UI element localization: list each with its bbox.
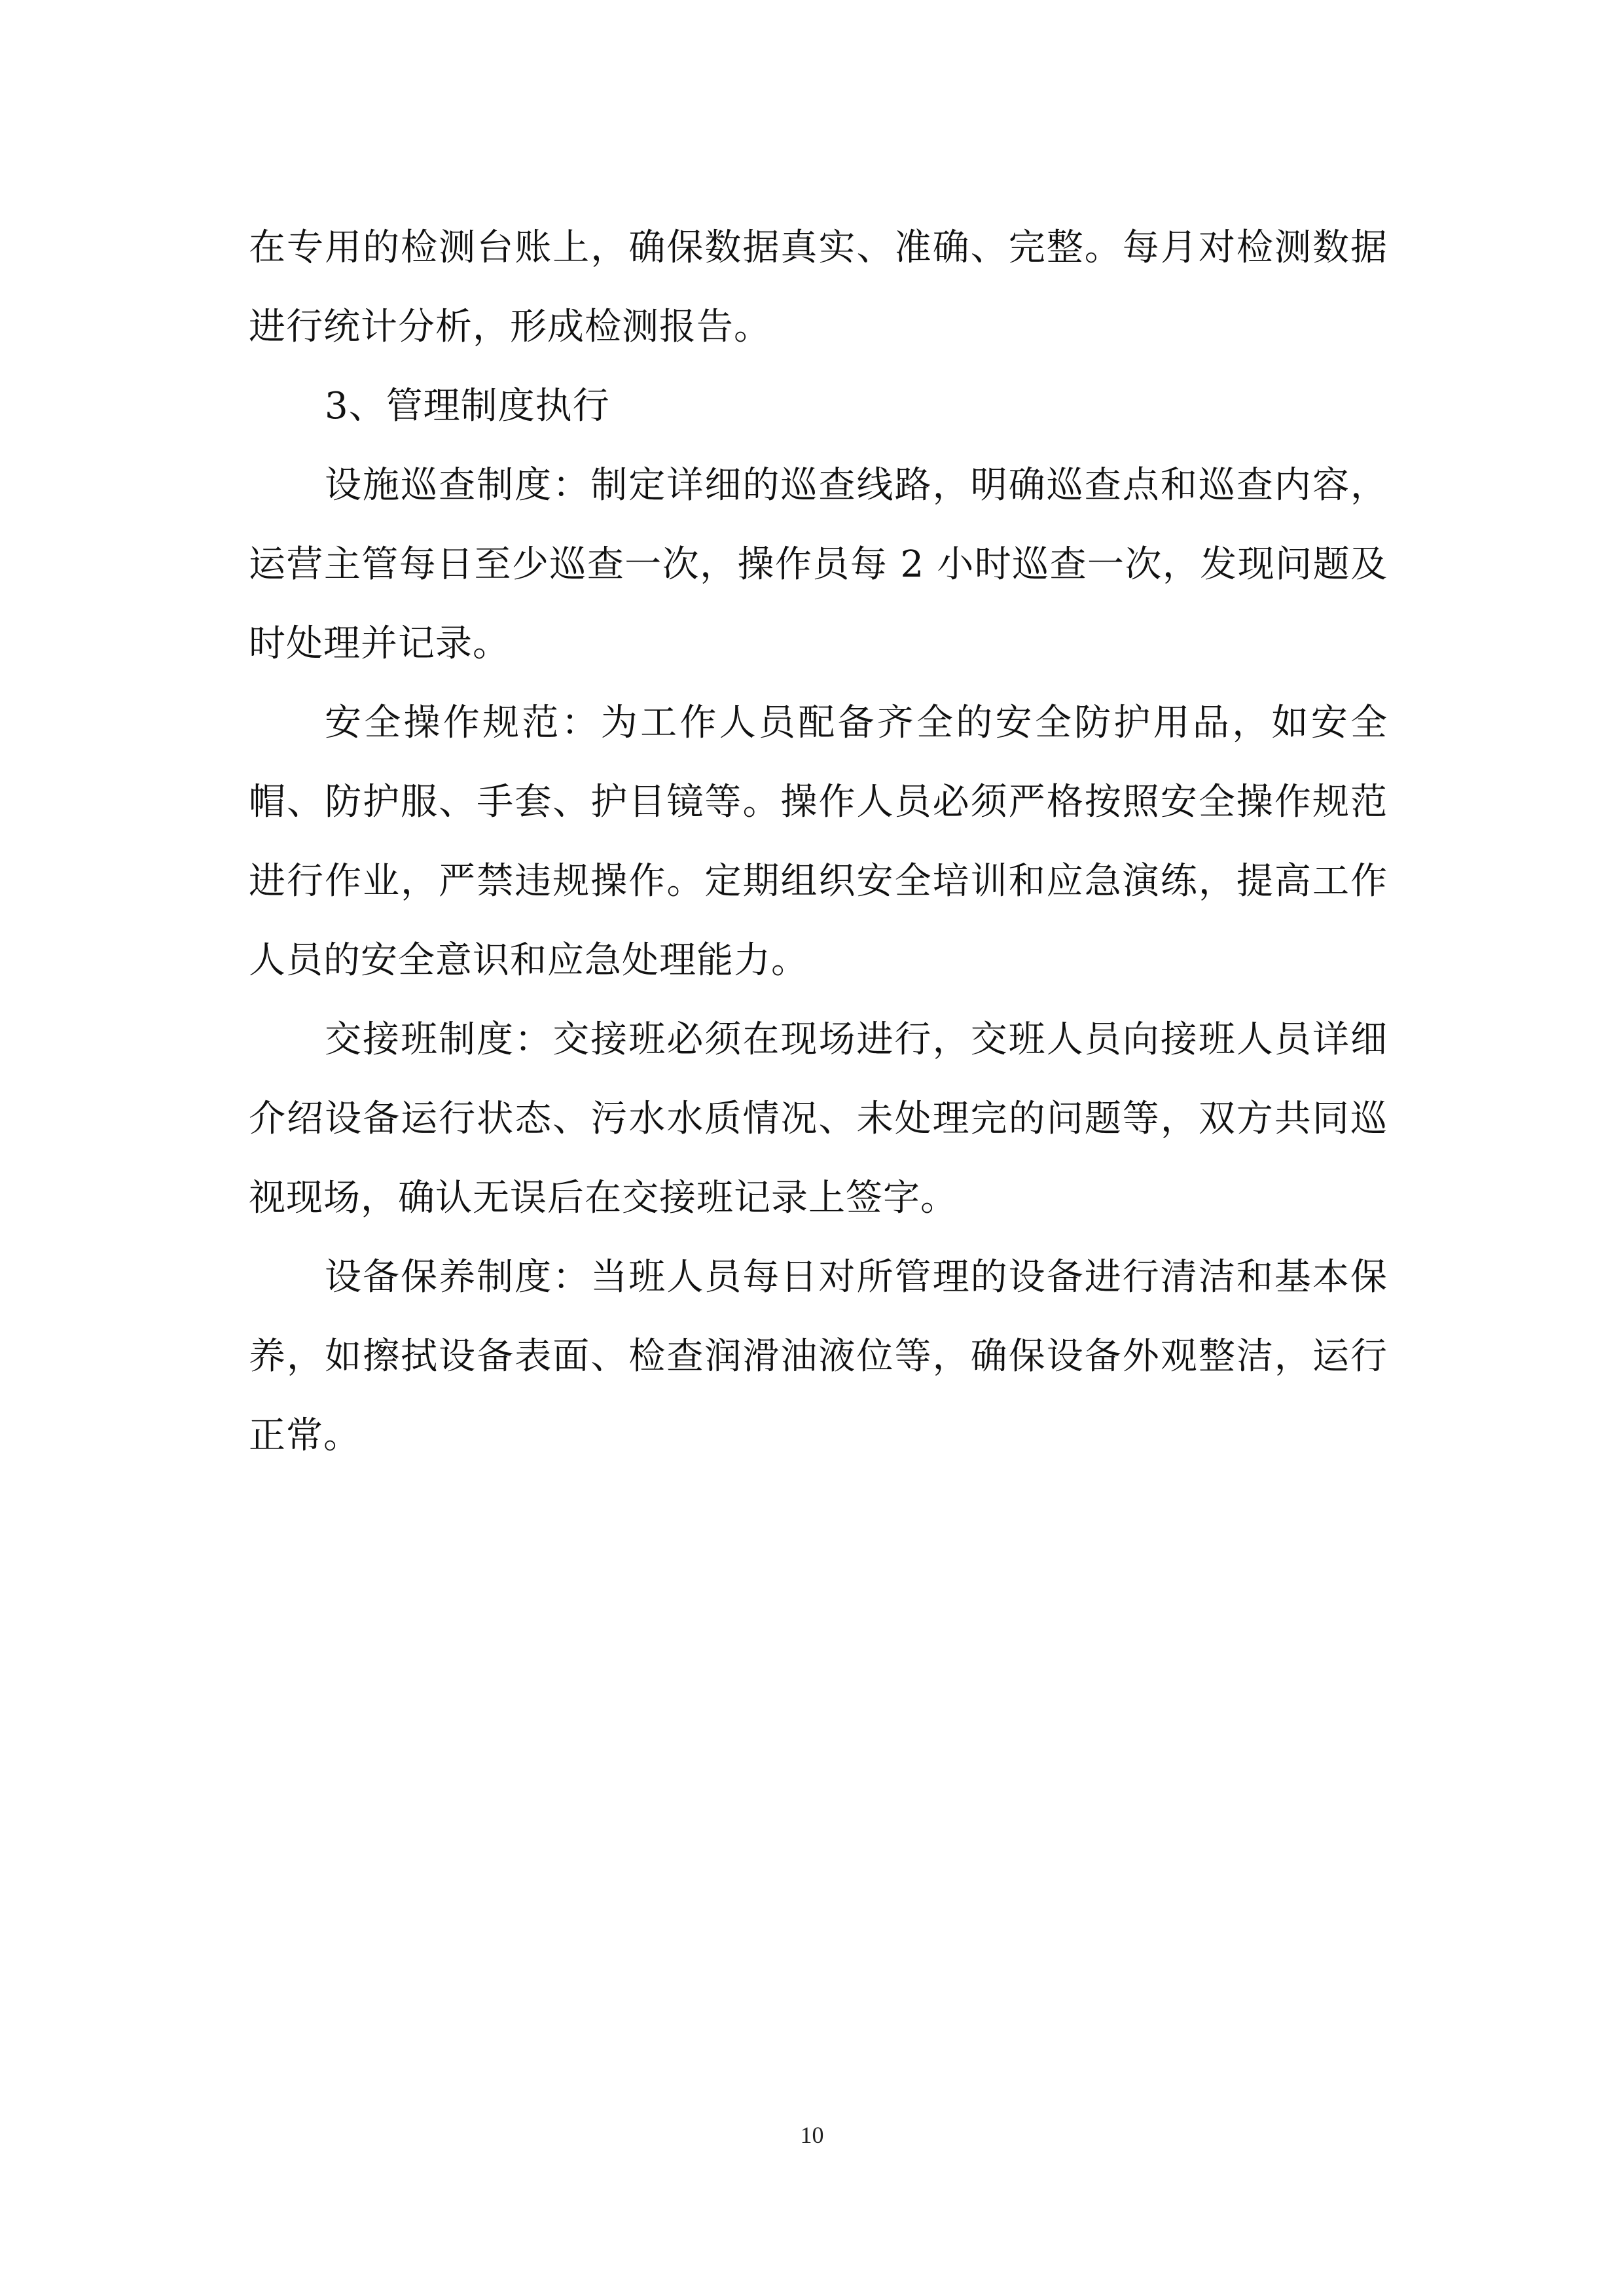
paragraph-continuation-record: 在专用的检测台账上，确保数据真实、准确、完整。每月对检测数据进行统计分析，形成检测报告。 [249,226,1388,348]
body-text [249,208,1388,1475]
page-number: 10 [800,2122,824,2148]
paragraph-equipment-maintenance: 设备保养制度：当班人员每日对所管理的设备进行清洁和基本保养，如擦拭设备表面、检查润滑油液位等，确保设备外观整洁，运行正常。 [249,1256,1388,1457]
section-heading-management: 3、管理制度执行 [325,385,610,427]
paragraph-inspection-system: 设施巡查制度：制定详细的巡查线路，明确巡查点和巡查内容，运营主管每日至少巡查一次，操作员每 2 小时巡查一次，发现问题及时处理并记录。 [249,464,1388,665]
paragraph-safety-operation: 安全操作规范：为工作人员配备齐全的安全防护用品，如安全帽、防护服、手套、护目镜等。操作人员必须严格按照安全操作规范进行作业，严禁违规操作。定期组织安全培训和应急演练，提高工作人员的安全意识和应急处理能力。 [249,702,1388,982]
paragraph-shift-handover: 交接班制度：交接班必须在现场进行，交班人员向接班人员详细介绍设备运行状态、污水水质情况、未处理完的问题等，双方共同巡视现场，确认无误后在交接班记录上签字。 [249,1018,1388,1219]
